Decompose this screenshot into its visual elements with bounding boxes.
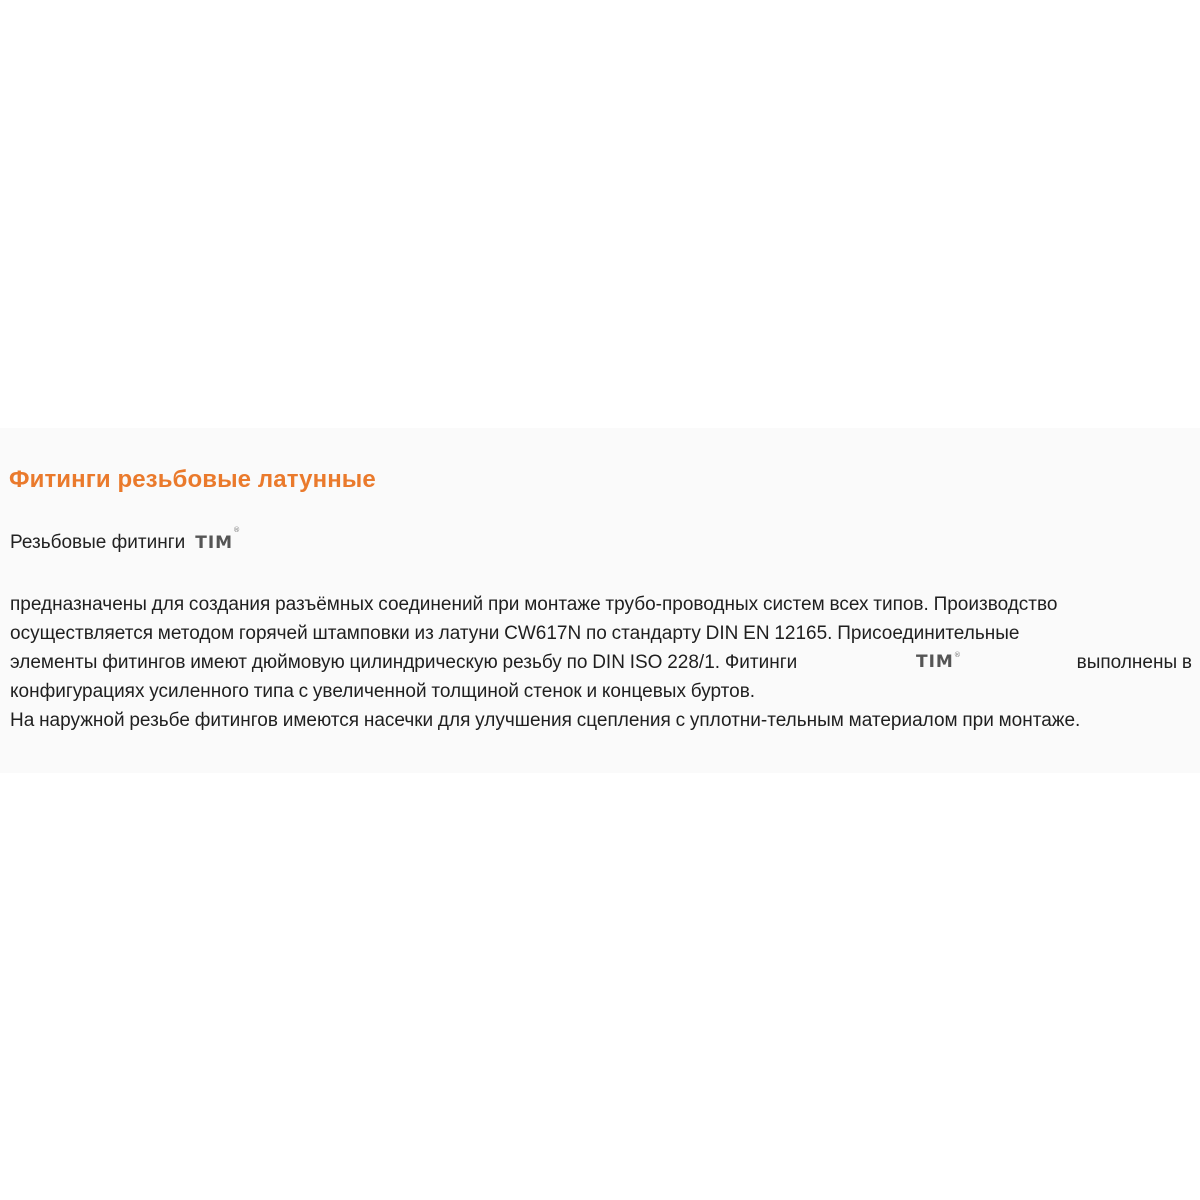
subtitle: [10, 526, 242, 554]
description-line: предназначены для создания разъёмных соединений при монтаже трубо-проводных систем всех типов. Производство: [10, 594, 1058, 615]
description-line: конфигурациях усиленного типа с увеличенной толщиной стенок и концевых буртов.: [10, 681, 756, 702]
description: [10, 590, 1192, 735]
description-line-part: элементы фитингов имеют дюймовую цилиндрическую резьбу по DIN ISO 228/1. Фитинги: [10, 652, 798, 673]
page-title: Фитинги резьбовые латунные: [9, 466, 376, 493]
description-line: [10, 648, 1192, 677]
description-line: осуществляется методом горячей штамповки из латуни CW617N по стандарту DIN EN 12165. Присоединительные: [10, 623, 1020, 644]
tim-logo-inline: [916, 648, 962, 677]
tim-logo-text: TIM: [916, 652, 954, 672]
description-line-part: выполнены в: [1076, 652, 1192, 673]
tim-logo: [195, 526, 242, 553]
registered-trademark-icon: ®: [953, 651, 962, 659]
tim-logo-text: TIM: [195, 533, 234, 553]
subtitle-text: Резьбовые фитинги: [10, 532, 186, 553]
description-line: На наружной резьбе фитингов имеются насечки для улучшения сцепления с уплотни-тельным материалом при монтаже.: [10, 710, 1081, 731]
registered-trademark-icon: ®: [233, 526, 242, 534]
